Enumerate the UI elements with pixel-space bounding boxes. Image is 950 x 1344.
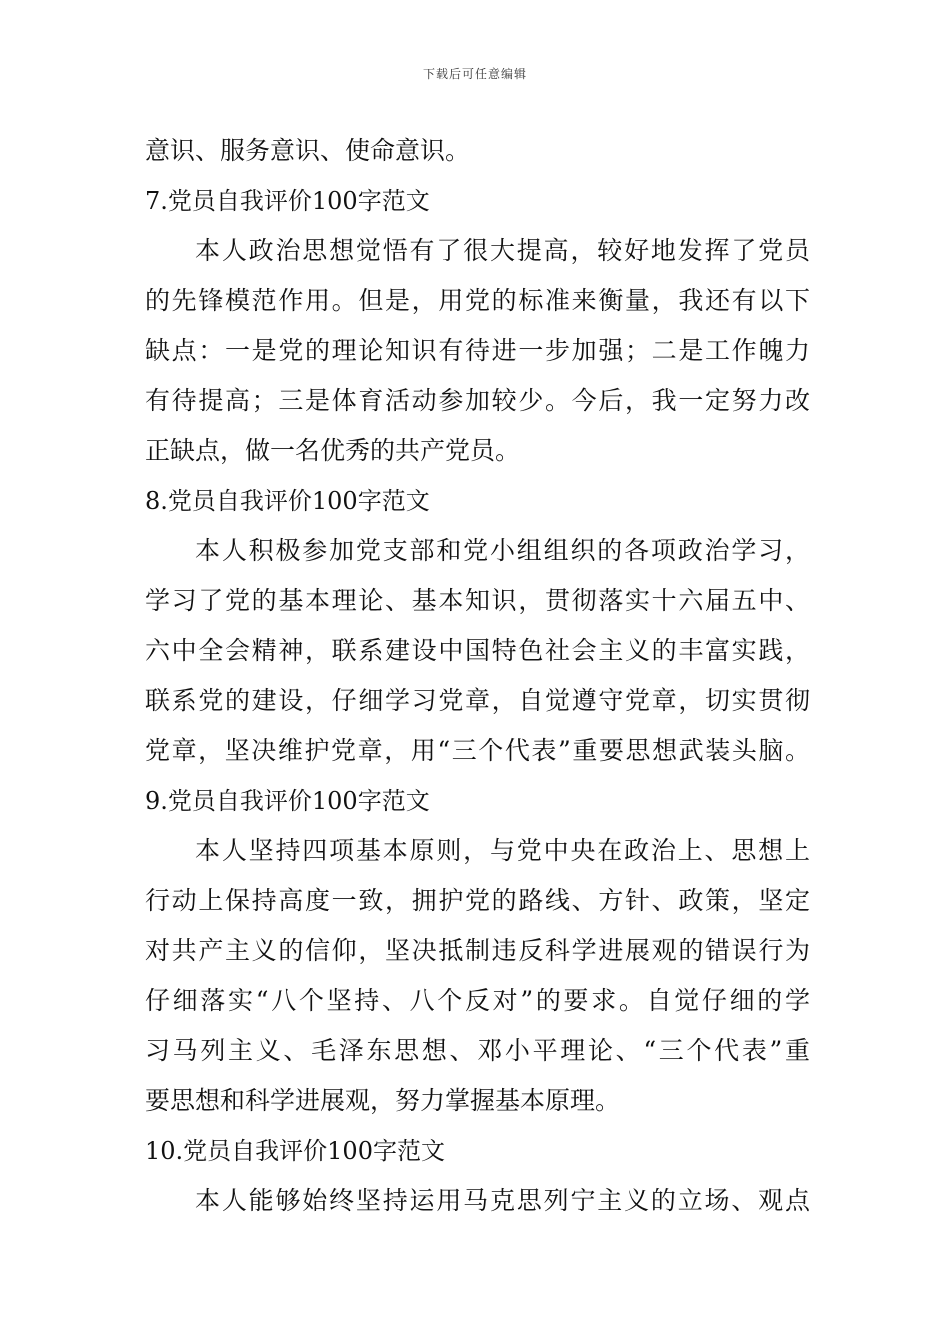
section-heading: 7.党员自我评价100字范文: [145, 187, 430, 215]
section-heading: 9.党员自我评价100字范文: [145, 787, 430, 815]
paragraph-last-line: 正缺点，做一名优秀的共产党员。: [145, 436, 521, 465]
paragraph-line: 学习了党的基本理论、基本知识，贯彻落实十六届五中、: [145, 586, 810, 615]
paragraph-line: 联系党的建设，仔细学习党章，自觉遵守党章，切实贯彻: [145, 686, 810, 715]
section-heading: 10.党员自我评价100字范文: [145, 1137, 445, 1165]
paragraph-first-line: 本人积极参加党支部和党小组组织的各项政治学习，: [195, 536, 810, 565]
paragraph-last-line: 要思想和科学进展观，努力掌握基本原理。: [145, 1086, 621, 1115]
section-heading: 8.党员自我评价100字范文: [145, 487, 430, 515]
paragraph-line: 六中全会精神，联系建设中国特色社会主义的丰富实践，: [145, 636, 810, 665]
paragraph-line: 党章，坚决维护党章，用“三个代表”重要思想武装头脑。: [145, 736, 810, 765]
paragraph-first-line: 本人政治思想觉悟有了很大提高，较好地发挥了党员: [195, 236, 810, 265]
paragraph-last-line: 意识、服务意识、使命意识。: [145, 136, 471, 165]
paragraph-line: 行动上保持高度一致，拥护党的路线、方针、政策，坚定: [145, 886, 810, 915]
page-header-note: 下载后可任意编辑: [422, 67, 527, 81]
paragraph-line: 对共产主义的信仰，坚决抵制违反科学进展观的错误行为: [145, 936, 810, 965]
paragraph-line: 的先锋模范作用。但是，用党的标准来衡量，我还有以下: [145, 286, 810, 315]
paragraph-line: 有待提高；三是体育活动参加较少。今后，我一定努力改: [145, 386, 810, 415]
paragraph-line: 仔细落实“八个坚持、八个反对”的要求。自觉仔细的学: [145, 986, 810, 1015]
paragraph-first-line: 本人坚持四项基本原则，与党中央在政治上、思想上: [195, 836, 810, 865]
document-body: [145, 126, 810, 1226]
paragraph-line: 缺点：一是党的理论知识有待进一步加强；二是工作魄力: [145, 336, 810, 365]
paragraph-line: 习马列主义、毛泽东思想、邓小平理论、“三个代表”重: [145, 1036, 810, 1065]
paragraph-first-line: 本人能够始终坚持运用马克思列宁主义的立场、观点: [195, 1186, 810, 1215]
